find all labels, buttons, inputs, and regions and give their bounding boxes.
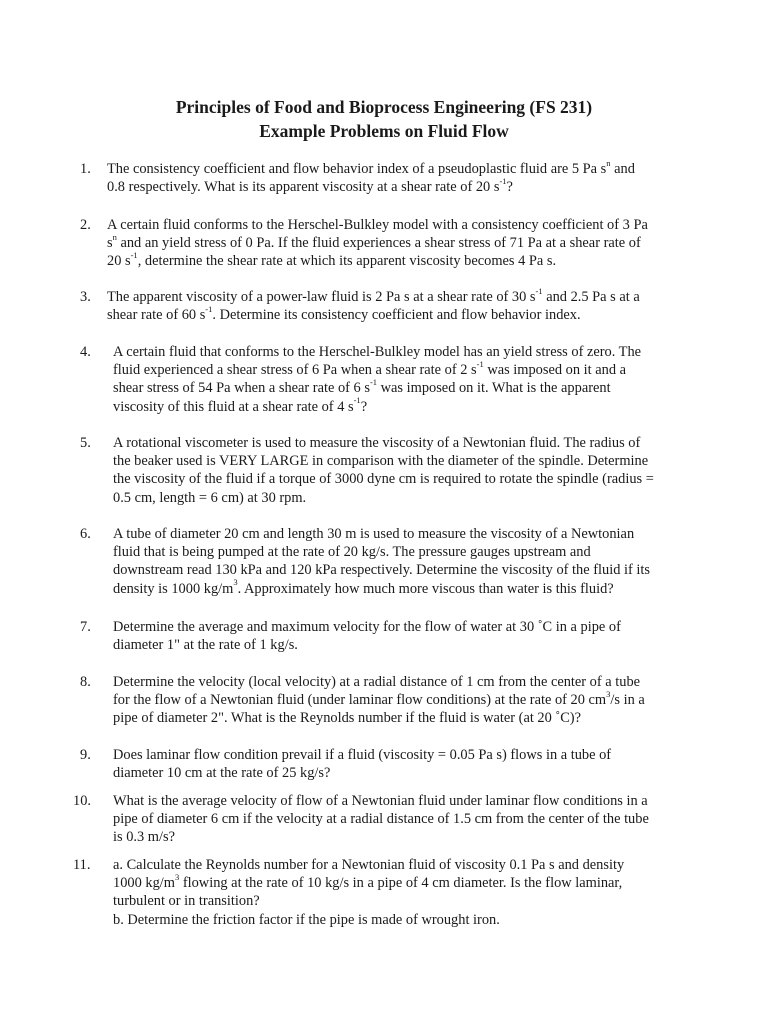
superscript: -1: [535, 285, 543, 296]
problem-text-line: [107, 249, 557, 270]
problem-number: 7.: [80, 619, 91, 635]
text-run: 1000 kg/m: [113, 875, 175, 892]
superscript: n: [606, 157, 611, 168]
text-run: the beaker used is VERY LARGE in comparison with the diameter of the spindle. Determine: [113, 453, 649, 470]
text-run: 0.5 cm, length = 6 cm) at 30 rpm.: [113, 489, 307, 506]
problem-text-line: [113, 792, 648, 810]
problem-text-line: [113, 810, 649, 828]
problem-text-line: [113, 709, 581, 727]
text-run: shear rate of 60 s: [107, 307, 206, 324]
text-run: 20 s: [107, 253, 131, 270]
problem-number: 1.: [80, 161, 91, 177]
text-run: fluid experienced a shear stress of 6 Pa when a shear rate of 2 s: [113, 362, 477, 379]
problem-text-line: [113, 577, 614, 598]
problem-text-line: [113, 892, 260, 910]
text-run: was imposed on it. What is the apparent: [377, 380, 611, 397]
text-run: the viscosity of the fluid if a torque of 3000 dyne cm is required to rotate the spindle (radius =: [113, 471, 654, 488]
problem-text-line: [113, 828, 175, 846]
course-title: Principles of Food and Bioprocess Engineering (FS 231): [175, 97, 593, 117]
problem-text-line: [113, 673, 640, 691]
problem-text-line: [107, 285, 640, 306]
text-run: . Determine its consistency coefficient and flow behavior index.: [212, 307, 581, 324]
problem-number: 10.: [73, 793, 91, 809]
text-run: a. Calculate the Reynolds number for a Newtonian fluid of viscosity 0.1 Pa s and density: [113, 857, 625, 873]
problem-text-line: [107, 175, 513, 196]
text-run: The consistency coefficient and flow behavior index of a pseudoplastic fluid are 5 Pa s: [107, 161, 607, 177]
text-run: pipe of diameter 6 cm if the velocity at a radial distance of 1.5 cm from the center of the tube: [113, 811, 649, 828]
problem-number: 9.: [80, 747, 91, 763]
text-run: . Approximately how much more viscous than water is this fluid?: [237, 580, 614, 597]
superscript: -1: [130, 249, 138, 260]
superscript: 3: [233, 577, 238, 588]
text-run: The apparent viscosity of a power-law fluid is 2 Pa s at a shear rate of 30 s: [107, 289, 536, 305]
text-run: diameter 10 cm at the rate of 25 kg/s?: [113, 765, 331, 782]
superscript: -1: [476, 358, 484, 369]
text-run: , determine the shear rate at which its apparent viscosity becomes 4 Pa s.: [137, 253, 557, 270]
problem-number: 8.: [80, 674, 91, 690]
text-run: What is the average velocity of flow of a Newtonian fluid under laminar flow conditions in a: [113, 793, 648, 809]
text-run: A certain fluid that conforms to the Herschel-Bulkley model has an yield stress of zero. The: [113, 344, 642, 360]
text-run: A rotational viscometer is used to measure the viscosity of a Newtonian fluid. The radius of: [113, 435, 641, 451]
problem-text-line: [113, 343, 641, 361]
superscript: n: [112, 231, 117, 242]
problem-text-line: [113, 489, 306, 507]
problem-text-line: [113, 470, 654, 488]
superscript: 3: [606, 688, 611, 699]
text-run: ?: [506, 179, 513, 196]
text-run: diameter 1" at the rate of 1 kg/s.: [113, 637, 298, 654]
text-run: fluid that is being pumped at the rate of 20 kg/s. The pressure gauges upstream and: [113, 544, 591, 561]
text-run: A tube of diameter 20 cm and length 30 m is used to measure the viscosity of a Newtonian: [113, 526, 635, 542]
text-run: pipe of diameter 2". What is the Reynolds number if the fluid is water (at 20 ˚C)?: [113, 710, 581, 727]
problem-text-line: [113, 618, 621, 636]
superscript: -1: [205, 303, 213, 314]
problem-text-line: [107, 303, 581, 324]
text-run: /s in a: [610, 692, 645, 709]
problem-number: 3.: [80, 289, 91, 305]
text-run: flowing at the rate of 10 kg/s in a pipe of 4 cm diameter. Is the flow laminar,: [179, 875, 623, 892]
problem-text-line: [113, 856, 624, 874]
text-run: density is 1000 kg/m: [113, 580, 234, 597]
problem-text-line: [113, 871, 623, 892]
text-run: downstream read 130 kPa and 120 kPa respectively. Determine the viscosity of the fluid if its: [113, 562, 650, 579]
text-run: A certain fluid conforms to the Herschel-Bulkley model with a consistency coefficient of 3 Pa: [107, 217, 648, 233]
problem-text-line: [107, 231, 641, 252]
problem-text-line: [113, 376, 611, 397]
problem-text-line: [113, 688, 645, 709]
problem-number: 5.: [80, 435, 91, 451]
text-run: for the flow of a Newtonian fluid (under laminar flow conditions) at the rate of 20 cm: [113, 692, 607, 709]
text-run: and an yield stress of 0 Pa. If the fluid experiences a shear stress of 71 Pa at a shear rate of: [116, 235, 641, 252]
text-run: was imposed on it and a: [483, 362, 627, 379]
document-title: Example Problems on Fluid Flow: [259, 121, 509, 141]
problem-text-line: [113, 395, 368, 416]
problem-text-line: [113, 543, 591, 561]
superscript: -1: [353, 395, 361, 406]
problem-text-line: [107, 157, 635, 178]
text-run: Determine the velocity (local velocity) at a radial distance of 1 cm from the center of a tube: [113, 674, 641, 690]
text-run: b. Determine the friction factor if the pipe is made of wrought iron.: [113, 911, 500, 928]
problem-number: 11.: [73, 857, 91, 873]
superscript: -1: [369, 376, 378, 387]
problem-text-line: [113, 452, 648, 470]
text-run: ?: [360, 398, 368, 415]
text-run: viscosity of this fluid at a shear rate of 4 s: [113, 398, 354, 415]
problem-text-line: [113, 525, 634, 543]
problem-text-line: [113, 636, 298, 654]
text-run: shear stress of 54 Pa when a shear rate of 6 s: [113, 380, 370, 397]
text-run: turbulent or in transition?: [113, 893, 260, 910]
text-run: is 0.3 m/s?: [113, 829, 175, 846]
superscript: -1: [499, 175, 507, 186]
text-run: Does laminar flow condition prevail if a fluid (viscosity = 0.05 Pa s) flows in a tube of: [113, 747, 612, 763]
text-run: and: [610, 161, 635, 177]
problem-text-line: [113, 746, 611, 764]
problem-number: 6.: [80, 526, 91, 542]
text-run: s: [107, 235, 113, 252]
problem-text-line: [113, 434, 640, 452]
text-run: and 2.5 Pa s at a: [542, 289, 640, 305]
problem-text-line: [113, 764, 330, 782]
problem-number: 2.: [80, 217, 91, 233]
superscript: 3: [174, 871, 180, 882]
problem-text-line: [113, 911, 500, 929]
problem-number: 4.: [80, 344, 91, 360]
text-run: 0.8 respectively. What is its apparent viscosity at a shear rate of 20 s: [107, 179, 500, 196]
problem-text-line: [107, 216, 648, 234]
problem-text-line: [113, 561, 650, 579]
text-run: Determine the average and maximum velocity for the flow of water at 30 ˚C in a pipe of: [113, 619, 621, 635]
